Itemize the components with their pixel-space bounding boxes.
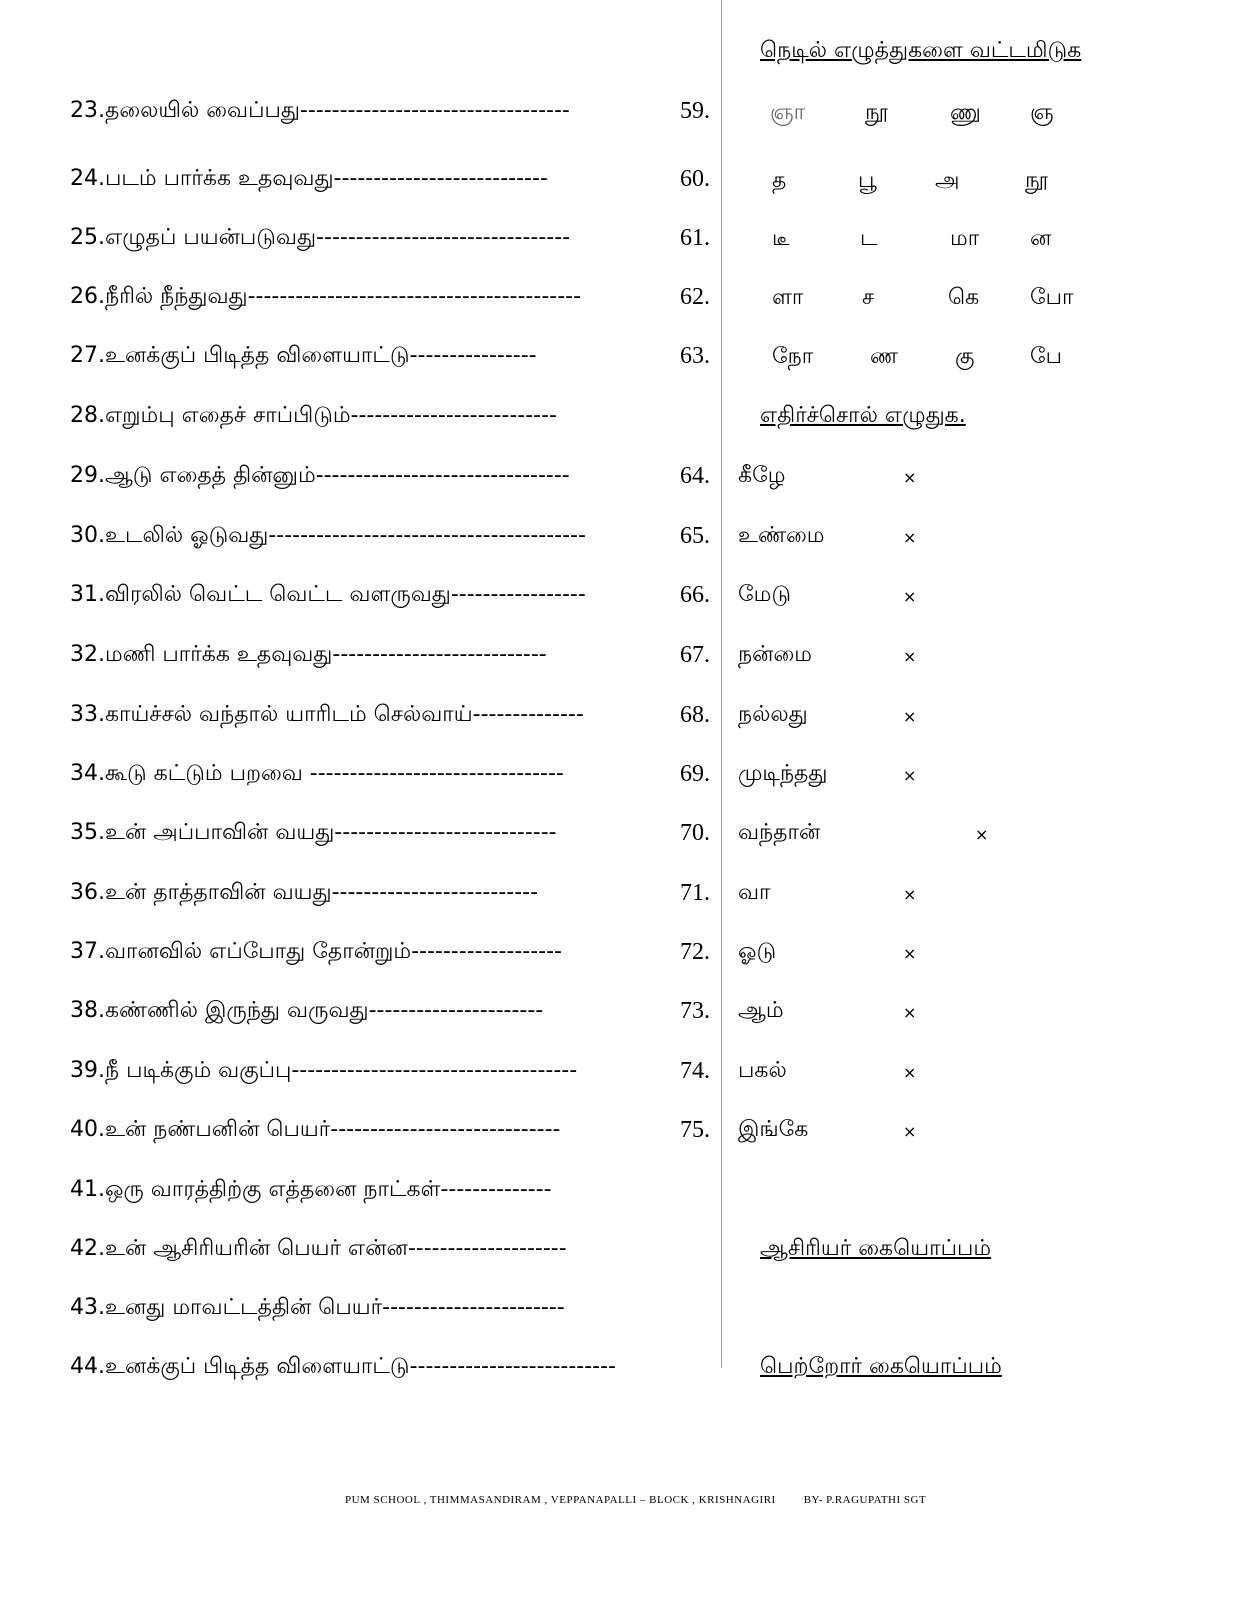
question-31: 31.விரலில் வெட்ட வெட்ட வளருவது----------------- [70, 582, 586, 607]
antonym-word: முடிந்தது [738, 761, 828, 786]
item-number: 73. [680, 998, 710, 1024]
teacher-signature-label: ஆசிரியர் கையொப்பம் [760, 1236, 992, 1261]
question-36: 36.உன் தாத்தாவின் வயது-------------------------- [70, 880, 539, 905]
item-number: 72. [680, 939, 710, 965]
letter-option[interactable]: ஞா [770, 100, 806, 125]
times-mark: × [903, 1003, 917, 1022]
item-number: 67. [680, 642, 710, 668]
antonym-word: வா [738, 880, 771, 905]
antonym-word: உண்மை [738, 523, 825, 548]
times-mark: × [903, 1063, 917, 1082]
letter-option[interactable]: அ [935, 168, 960, 193]
letter-option[interactable]: நூ [1025, 168, 1049, 193]
antonym-word: ஓடு [738, 939, 777, 964]
times-mark: × [903, 468, 917, 487]
item-number: 60. [680, 166, 710, 192]
antonym-word: நல்லது [738, 702, 808, 727]
letter-option[interactable]: நோ [772, 344, 814, 369]
times-mark: × [903, 528, 917, 547]
letter-option[interactable]: ஞ [1030, 100, 1054, 125]
question-25: 25.எழுதப் பயன்படுவது-------------------------------- [70, 225, 571, 250]
item-number: 64. [680, 463, 710, 489]
footer-school: PUM SCHOOL , THIMMASANDIRAM , VEPPANAPALLI – BLOCK , KRISHNAGIRI [345, 1494, 776, 1506]
letter-option[interactable]: ச [862, 285, 875, 310]
times-mark: × [903, 647, 917, 666]
antonym-word: கீழே [738, 463, 786, 488]
item-number: 68. [680, 702, 710, 728]
question-41: 41.ஒரு வாரத்திற்கு எத்தனை நாட்கள்-------------- [70, 1177, 552, 1202]
question-44: 44.உனக்குப் பிடித்த விளையாட்டு-------------------------- [70, 1354, 616, 1379]
column-divider [721, 0, 722, 1368]
question-39: 39.நீ படிக்கும் வகுப்பு------------------------------------ [70, 1058, 578, 1083]
times-mark: × [903, 707, 917, 726]
item-number: 70. [680, 820, 710, 846]
page-footer [345, 1494, 926, 1506]
question-42: 42.உன் ஆசிரியரின் பெயர் என்ன-------------------- [70, 1236, 567, 1261]
question-35: 35.உன் அப்பாவின் வயது---------------------------- [70, 820, 557, 845]
item-number: 61. [680, 225, 710, 251]
item-number: 66. [680, 582, 710, 608]
question-34: 34.கூடு கட்டும் பறவை -------------------------------- [70, 761, 564, 786]
item-number: 75. [680, 1117, 710, 1143]
letter-option[interactable]: ன [1030, 226, 1052, 251]
letter-option[interactable]: போ [1030, 285, 1074, 310]
question-29: 29.ஆடு எதைத் தின்னும்-------------------------------- [70, 463, 570, 488]
antonym-word: பகல் [738, 1058, 787, 1083]
question-23: 23.தலையில் வைப்பது---------------------------------- [70, 98, 570, 123]
item-number: 62. [680, 284, 710, 310]
antonym-word: நன்மை [738, 642, 812, 667]
item-number: 74. [680, 1058, 710, 1084]
antonym-word: இங்கே [738, 1117, 809, 1142]
question-28: 28.எறும்பு எதைச் சாப்பிடும்-------------------------- [70, 403, 557, 428]
letter-option[interactable]: த [772, 168, 787, 193]
question-37: 37.வானவில் எப்போது தோன்றும்------------------- [70, 939, 562, 964]
letter-option[interactable]: டீ [772, 226, 790, 251]
question-30: 30.உடலில் ஓடுவது---------------------------------------- [70, 523, 586, 548]
letter-option[interactable]: பூ [858, 168, 877, 193]
item-number: 63. [680, 343, 710, 369]
antonym-word: மேடு [738, 582, 791, 607]
antonym-word: வந்தான் [738, 820, 821, 845]
question-33: 33.காய்ச்சல் வந்தால் யாரிடம் செல்வாய்-------------- [70, 702, 584, 727]
question-38: 38.கண்ணில் இருந்து வருவது---------------------- [70, 998, 544, 1023]
times-mark: × [903, 1122, 917, 1141]
question-26: 26.நீரில் நீந்துவது------------------------------------------ [70, 284, 582, 309]
letter-option[interactable]: நூ [865, 100, 889, 125]
letter-option[interactable]: ளா [772, 285, 804, 310]
letter-option[interactable]: ணு [950, 100, 981, 125]
item-number: 65. [680, 523, 710, 549]
letter-option[interactable]: ட [860, 226, 878, 251]
footer-author: BY- P.RAGUPATHI SGT [803, 1494, 927, 1506]
letter-option[interactable]: ண [870, 344, 898, 369]
times-mark: × [903, 944, 917, 963]
times-mark: × [903, 766, 917, 785]
item-number: 69. [680, 761, 710, 787]
letter-option[interactable]: கெ [948, 285, 980, 310]
letter-option[interactable]: கு [955, 344, 975, 369]
question-24: 24.படம் பார்க்க உதவுவது--------------------------- [70, 166, 548, 191]
antonym-heading: எதிர்ச்சொல் எழுதுக. [760, 403, 966, 428]
times-mark: × [903, 885, 917, 904]
times-mark: × [975, 825, 989, 844]
item-number: 59. [680, 98, 710, 124]
letter-option[interactable]: மா [950, 226, 980, 251]
antonym-word: ஆம் [738, 998, 784, 1023]
question-43: 43.உனது மாவட்டத்தின் பெயர்----------------------- [70, 1295, 565, 1320]
times-mark: × [903, 587, 917, 606]
question-40: 40.உன் நண்பனின் பெயர்----------------------------- [70, 1117, 561, 1142]
question-27: 27.உனக்குப் பிடித்த விளையாட்டு---------------- [70, 343, 537, 368]
item-number: 71. [680, 880, 710, 906]
nedil-heading: நெடில் எழுத்துகளை வட்டமிடுக [760, 38, 1082, 63]
letter-option[interactable]: பே [1030, 344, 1062, 369]
question-32: 32.மணி பார்க்க உதவுவது--------------------------- [70, 642, 547, 667]
parent-signature-label: பெற்றோர் கையொப்பம் [760, 1354, 1002, 1379]
